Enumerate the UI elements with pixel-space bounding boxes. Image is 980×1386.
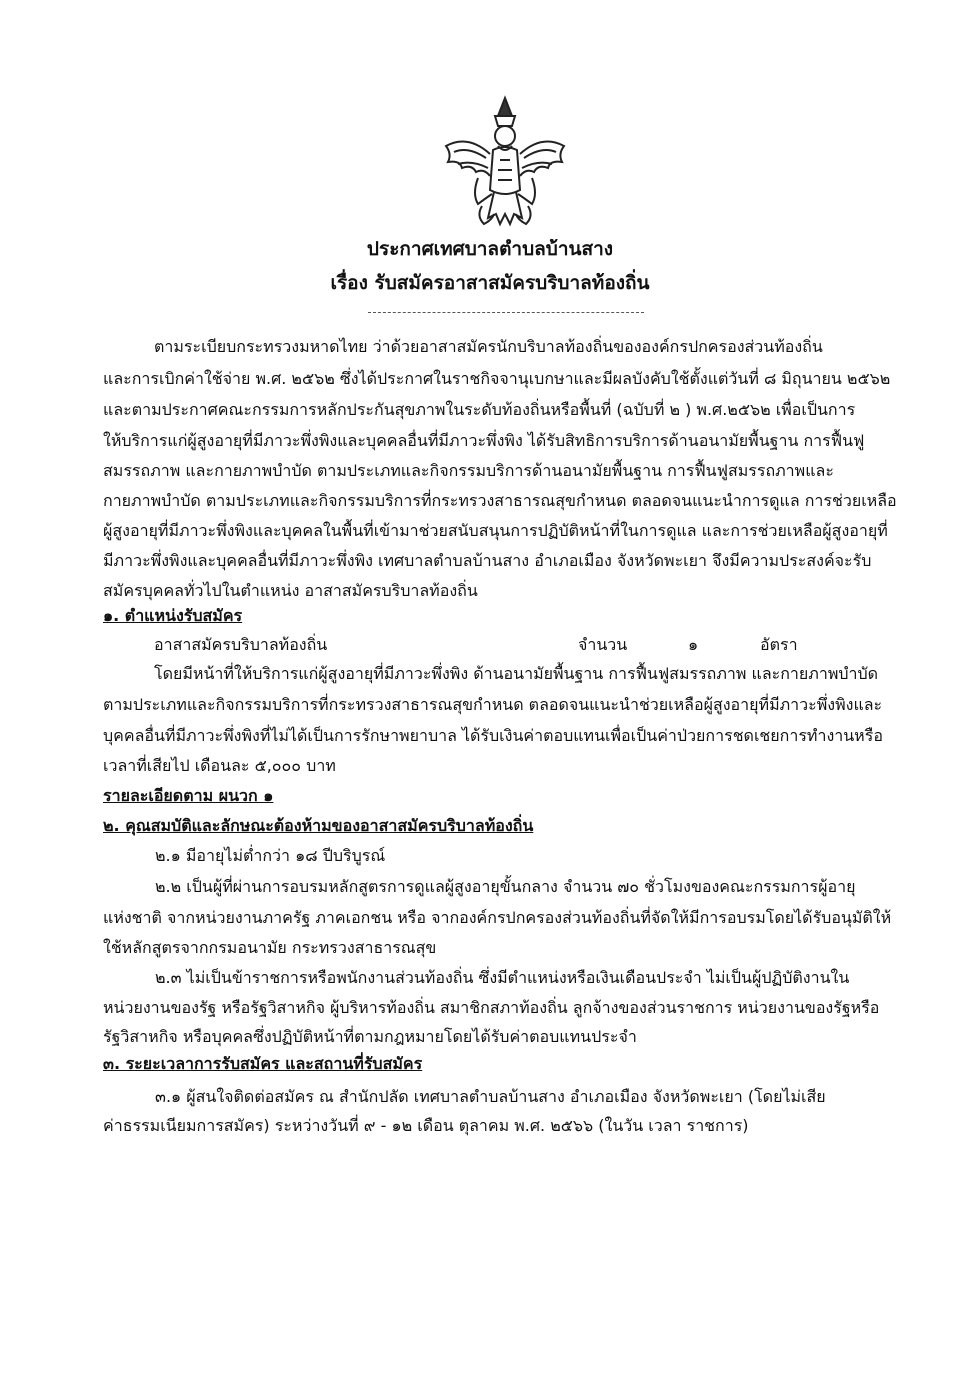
- intro-line: สมรรถภาพ และกายภาพบำบัด ตามประเภทและกิจกรรมบริการด้านอนามัยพื้นฐาน การฟื้นฟูสมรรถภาพและ: [103, 461, 834, 480]
- duty-line: เวลาที่เสียไป เดือนละ ๕,๐๐๐ บาท: [103, 756, 336, 775]
- application-line: ค่าธรรมเนียมการสมัคร) ระหว่างวันที่ ๙ - ๑๒ เดือน ตุลาคม พ.ศ. ๒๕๖๖ (ในวัน เวลา ราชการ): [103, 1116, 749, 1135]
- position-count: ๑: [688, 635, 699, 654]
- section3-heading: ๓. ระยะเวลาการรับสมัคร และสถานที่รับสมัคร: [103, 1054, 423, 1073]
- qualification-item: ๒.๓ ไม่เป็นข้าราชการหรือพนักงานส่วนท้องถิ่น ซึ่งมีตำแหน่งหรือเงินเดือนประจำ ไม่เป็นผู้ปฏิบัติงานใน: [155, 968, 850, 987]
- application-item: ๓.๑ ผู้สนใจติดต่อสมัคร ณ สำนักปลัด เทศบาลตำบลบ้านสาง อำเภอเมือง จังหวัดพะเยา (โดยไม่เสีย: [155, 1087, 826, 1106]
- intro-line: สมัครบุคคลทั่วไปในตำแหน่ง อาสาสมัครบริบาลท้องถิ่น: [103, 581, 478, 600]
- announcement-subject: เรื่อง รับสมัครอาสาสมัครบริบาลท้องถิ่น: [330, 272, 650, 294]
- qualification-line: ใช้หลักสูตรจากกรมอนามัย กระทรวงสาธารณสุข: [103, 938, 437, 957]
- intro-line: มีภาวะพึ่งพิงและบุคคลอื่นที่มีภาวะพึ่งพิง เทศบาลตำบลบ้านสาง อำเภอเมือง จังหวัดพะเยา จึงมีความประสงค์จะรับ: [103, 551, 872, 570]
- intro-line: ให้บริการแก่ผู้สูงอายุที่มีภาวะพึ่งพิงและบุคคลอื่นที่มีภาวะพึ่งพิง ได้รับสิทธิการบริการด้านอนามัยพื้นฐาน การฟื้นฟู: [103, 431, 865, 450]
- intro-line: และการเบิกค่าใช้จ่าย พ.ศ. ๒๕๖๒ ซึ่งได้ประกาศในราชกิจจานุเบกษาและมีผลบังคับใช้ตั้งแต่วันที่ ๘ มิถุนายน ๒๕๖๒: [103, 369, 891, 388]
- intro-line: ผู้สูงอายุที่มีภาวะพึ่งพิงและบุคคลในพื้นที่เข้ามาช่วยสนับสนุนการปฏิบัติหน้าที่ในการดูแล และการช่วยเหลือผู้สูงอายุที่: [103, 521, 888, 540]
- title-divider: [368, 312, 644, 313]
- section1-heading: ๑. ตำแหน่งรับสมัคร: [103, 606, 243, 625]
- duty-line: โดยมีหน้าที่ให้บริการแก่ผู้สูงอายุที่มีภาวะพึ่งพิง ด้านอนามัยพื้นฐาน การฟื้นฟูสมรรถภาพ และกายภาพบำบัด: [154, 664, 879, 683]
- qualification-line: หน่วยงานของรัฐ หรือรัฐวิสาหกิจ ผู้บริหารท้องถิ่น สมาชิกสภาท้องถิ่น ลูกจ้างของส่วนราชการ หน่วยงานของรัฐหรือ: [103, 998, 880, 1017]
- position-count-label: จำนวน: [578, 635, 628, 654]
- duty-line: ตามประเภทและกิจกรรมบริการที่กระทรวงสาธารณสุขกำหนด ตลอดจนแนะนำช่วยเหลือผู้สูงอายุที่มีภาวะพึ่งพิงและ: [103, 695, 883, 714]
- section2-heading: ๒. คุณสมบัติและลักษณะต้องห้ามของอาสาสมัครบริบาลท้องถิ่น: [103, 816, 534, 835]
- intro-line: กายภาพบำบัด ตามประเภทและกิจกรรมบริการที่กระทรวงสาธารณสุขกำหนด ตลอดจนแนะนำการดูแล การช่วยเหลือ: [103, 491, 897, 510]
- intro-line: ตามระเบียบกระทรวงมหาดไทย ว่าด้วยอาสาสมัครนักบริบาลท้องถิ่นขององค์กรปกครองส่วนท้องถิ่น: [154, 337, 823, 356]
- position-name: อาสาสมัครบริบาลท้องถิ่น: [154, 635, 328, 654]
- intro-line: และตามประกาศคณะกรรมการหลักประกันสุขภาพในระดับท้องถิ่นหรือพื้นที่ (ฉบับที่ ๒ ) พ.ศ.๒๕๖๒ เพื่อเป็นการ: [103, 400, 856, 419]
- duty-line: บุคคลอื่นที่มีภาวะพึ่งพิงที่ไม่ได้เป็นการรักษาพยาบาล ได้รับเงินค่าตอบแทนเพื่อเป็นค่าป่วยการชดเชยการทำงานหรือ: [103, 726, 883, 745]
- qualification-line: แห่งชาติ จากหน่วยงานภาครัฐ ภาคเอกชน หรือ จากองค์กรปกครองส่วนท้องถิ่นที่จัดให้มีการอบรมโดยได้รับอนุมัติให้: [103, 908, 892, 927]
- position-unit: อัตรา: [760, 635, 798, 654]
- detail-note: รายละเอียดตาม ผนวก ๑: [103, 786, 274, 805]
- announcement-title: ประกาศเทศบาลตำบลบ้านสาง: [366, 238, 614, 260]
- garuda-emblem-icon: [438, 94, 572, 234]
- qualification-item: ๒.๒ เป็นผู้ที่ผ่านการอบรมหลักสูตรการดูแลผู้สูงอายุขั้นกลาง จำนวน ๗๐ ชั่วโมงของคณะกรรมการผู้อายุ: [155, 877, 856, 896]
- qualification-item: ๒.๑ มีอายุไม่ต่ำกว่า ๑๘ ปีบริบูรณ์: [155, 846, 386, 865]
- qualification-line: รัฐวิสาหกิจ หรือบุคคลซึ่งปฏิบัติหน้าที่ตามกฎหมายโดยได้รับค่าตอบแทนประจำ: [103, 1027, 637, 1046]
